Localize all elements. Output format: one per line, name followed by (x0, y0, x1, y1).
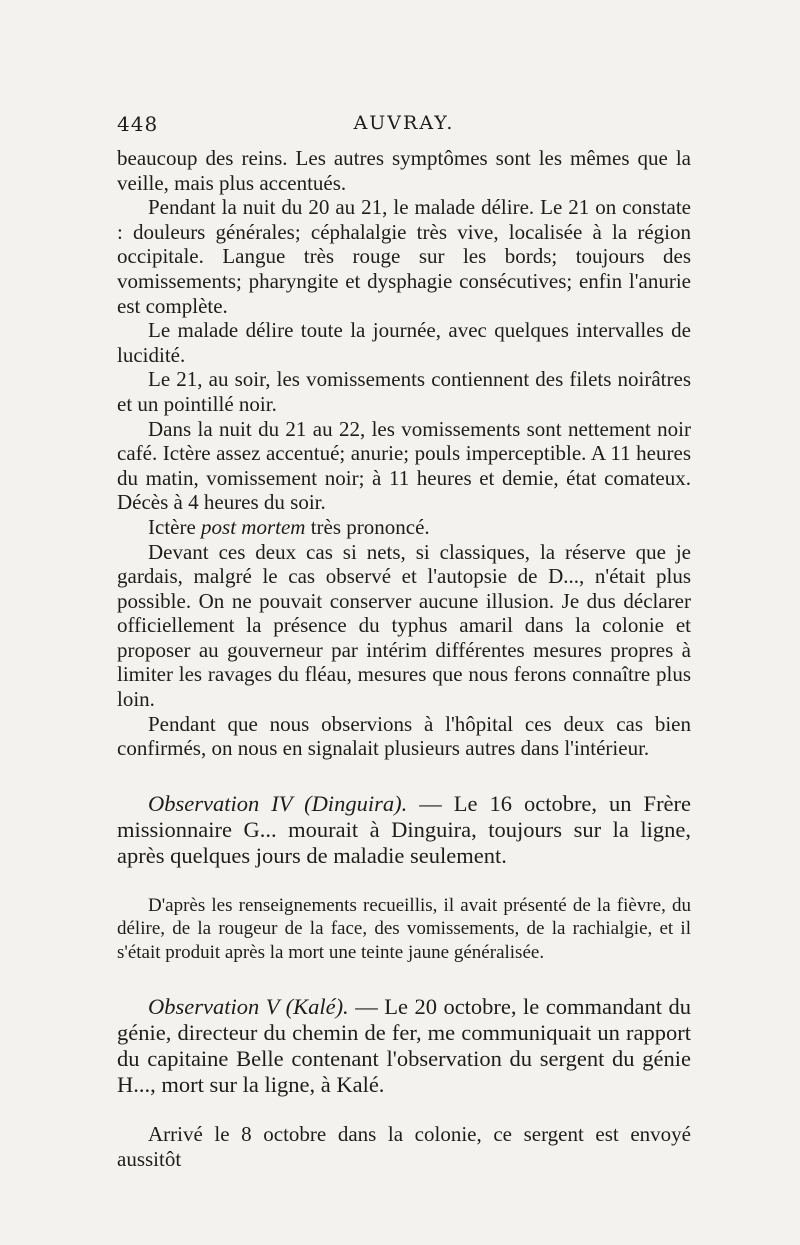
paragraph-5: Dans la nuit du 21 au 22, les vomissements sont nettement noir café. Ictère assez accentué; anurie; pouls imperceptible. A 11 heures du matin, vomissement noir; à 11 heures et demie, état comateux. Décès à 4 heures du soir. (117, 416, 691, 515)
body-text (117, 146, 691, 1172)
page-header (117, 112, 691, 142)
observation-4 (117, 791, 691, 869)
paragraph-4: Le 21, au soir, les vomissements contiennent des filets noirâtres et un pointillé noir. (117, 367, 691, 416)
paragraph-7: Devant ces deux cas si nets, si classiques, la réserve que je gardais, malgré le cas observé et l'autopsie de D..., n'était plus possible. On ne pouvait conserver aucune illusion. Je dus déclarer officiellement la présence du typhus amaril dans la colonie et proposer au gouverneur par intérim différentes mesures propres à limiter les ravages du fléau, mesures que nous ferons connaître plus loin. (117, 539, 691, 712)
page-number: 448 (117, 112, 159, 136)
paragraph-1: beaucoup des reins. Les autres symptômes sont les mêmes que la veille, mais plus accentués. (117, 146, 691, 195)
observation-5-text: — Le 20 octobre, le commandant du génie, directeur du chemin de fer, me communiquait un rapport du capitaine Belle contenant l'observation du sergent du génie H..., mort sur la ligne, à Kalé. (117, 994, 691, 1098)
paragraph-last: Arrivé le 8 octobre dans la colonie, ce sergent est envoyé aussitôt (117, 1122, 691, 1171)
post-mortem-italic: post mortem (201, 514, 306, 539)
observation-4-text: — Le 16 octobre, un Frère missionnaire G... mourait à Dinguira, toujours sur la ligne, après quelques jours de maladie seulement. (117, 790, 692, 868)
observation-4-title: Observation IV (Dinguira). (148, 790, 408, 816)
observation-5-title: Observation V (Kalé). (148, 994, 349, 1020)
running-head: AUVRAY. (353, 112, 455, 134)
observation-4-body: D'après les renseignements recueillis, il avait présenté de la fièvre, du délire, de la rougeur de la face, des vomissements, de la rachialgie, et il s'était produit après la mort une teinte jaune généralisée. (117, 894, 691, 963)
paragraph-6 (117, 515, 691, 540)
paragraph-6-end: très prononcé. (310, 514, 430, 539)
paragraph-3: Le malade délire toute la journée, avec quelques intervalles de lucidité. (117, 318, 691, 367)
paragraph-2: Pendant la nuit du 20 au 21, le malade délire. Le 21 on constate : douleurs générales; céphalalgie très vive, localisée à la région occipitale. Langue très rouge sur les bords; toujours des vomissements; pharyngite et dysphagie consécutives; enfin l'anurie est complète. (117, 195, 691, 318)
paragraph-6-start: Ictère (148, 514, 196, 539)
paragraph-8: Pendant que nous observions à l'hôpital ces deux cas bien confirmés, on nous en signalait plusieurs autres dans l'intérieur. (117, 711, 691, 761)
observation-5 (117, 994, 691, 1098)
